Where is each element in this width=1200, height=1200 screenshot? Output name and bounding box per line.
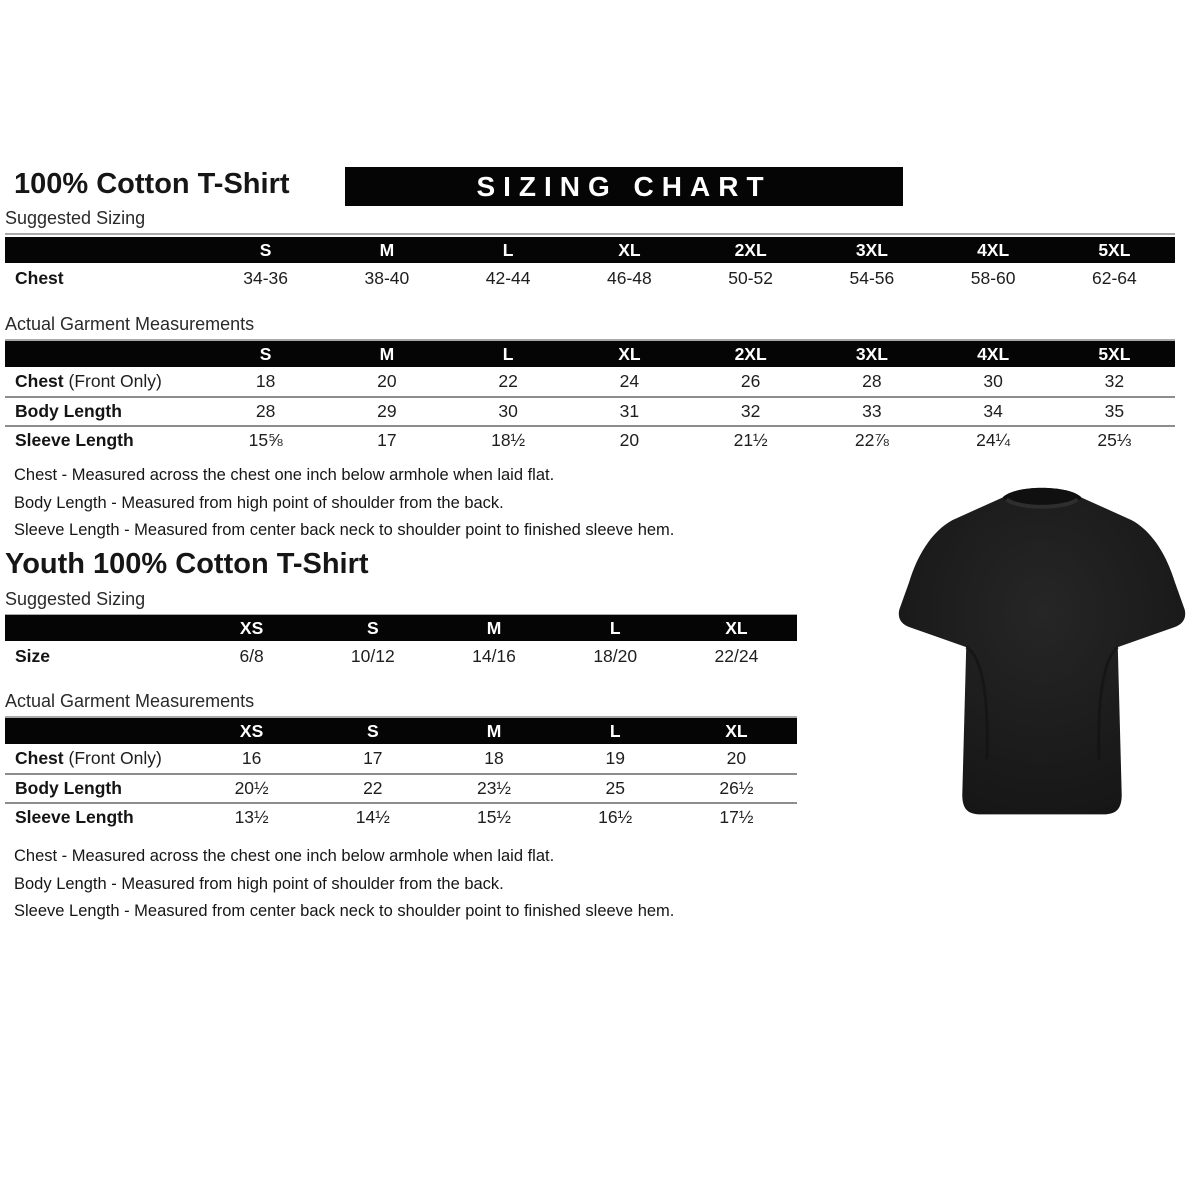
measurement-cell: 25: [605, 778, 625, 798]
measurement-cell: 21½: [733, 430, 768, 450]
measurement-cell: 42-44: [485, 268, 531, 288]
measurement-cell: 34: [983, 401, 1003, 421]
size-column-header: 3XL: [855, 343, 888, 364]
measurement-cell: 33: [862, 401, 882, 421]
size-column-header: S: [259, 343, 272, 364]
measurement-cell: 15⅝: [248, 430, 283, 450]
measurement-cell: 28: [255, 401, 276, 421]
tshirt-icon: [894, 464, 1190, 838]
row-label: [5, 371, 205, 392]
row-label: [5, 268, 205, 289]
measurement-cell: 26½: [719, 778, 754, 798]
row-label-bold: Chest: [15, 371, 64, 391]
size-column-header: M: [486, 720, 502, 741]
adult-measurement-notes: [14, 462, 674, 545]
measurement-cell: 50-52: [728, 268, 773, 288]
size-column-header: S: [366, 617, 379, 638]
size-column-header: XL: [618, 343, 641, 364]
size-column-header: M: [486, 617, 502, 638]
measurement-cell: 18/20: [593, 646, 638, 666]
size-column-header: 3XL: [855, 239, 888, 260]
measurement-cell: 54-56: [849, 268, 895, 288]
measurement-cell: 35: [1104, 401, 1125, 421]
note-sleeve-length: Sleeve Length - Measured from center back neck to shoulder point to finished sleeve hem.: [14, 521, 675, 539]
row-label-suffix: (Front Only): [63, 748, 162, 768]
row-label-bold: Chest: [15, 748, 64, 768]
measurement-cell: 16: [241, 748, 262, 768]
measurement-cell: 14½: [355, 807, 390, 827]
measurement-cell: 20: [619, 430, 640, 450]
size-column-header: L: [609, 720, 621, 741]
measurement-cell: 34-36: [243, 268, 288, 288]
measurement-cell: 24: [619, 371, 640, 391]
size-column-header: 4XL: [977, 343, 1010, 364]
row-label-bold: Body Length: [15, 778, 122, 798]
measurement-cell: 14/16: [472, 646, 516, 666]
row-label-bold: Sleeve Length: [15, 807, 134, 827]
row-label-bold: Chest: [15, 268, 64, 288]
size-column-header: XS: [239, 617, 264, 638]
table-header-row: [5, 615, 797, 641]
table-row: [5, 263, 1175, 294]
measurement-cell: 18: [255, 371, 276, 391]
adult-suggested-sizing-label: Suggested Sizing: [5, 208, 1175, 235]
table-header-row: [5, 237, 1175, 263]
measurement-cell: 18½: [491, 430, 526, 450]
measurement-cell: 15½: [476, 807, 512, 827]
size-column-header: XL: [618, 239, 641, 260]
size-column-header: XL: [725, 720, 748, 741]
row-label: [5, 807, 191, 828]
size-column-header: L: [609, 617, 621, 638]
row-label-suffix: (Front Only): [63, 371, 162, 391]
size-column-header: 5XL: [1098, 343, 1131, 364]
measurement-cell: 28: [862, 371, 882, 391]
youth-measurement-notes: [14, 843, 674, 926]
size-column-header: 2XL: [734, 343, 767, 364]
size-column-header: S: [259, 239, 272, 260]
size-column-header: XS: [239, 720, 264, 741]
table-row: [5, 367, 1175, 396]
adult-actual-measurements-table: [5, 341, 1175, 454]
measurement-cell: 32: [740, 401, 761, 421]
size-column-header: S: [366, 720, 379, 741]
row-label: [5, 401, 205, 422]
measurement-cell: 17: [377, 430, 397, 450]
measurement-cell: 16½: [598, 807, 633, 827]
measurement-cell: 17: [363, 748, 383, 768]
note-chest: Chest - Measured across the chest one inch below armhole when laid flat.: [14, 847, 555, 865]
table-row: [5, 641, 797, 672]
table-row: [5, 744, 797, 773]
size-column-header: XL: [725, 617, 748, 638]
youth-suggested-sizing-table: [5, 615, 797, 672]
measurement-cell: 18: [484, 748, 504, 768]
measurement-cell: 29: [377, 401, 397, 421]
measurement-cell: 22⅞: [854, 430, 889, 450]
size-column-header: M: [379, 239, 395, 260]
measurement-cell: 20: [377, 371, 397, 391]
note-body-length: Body Length - Measured from high point of shoulder from the back.: [14, 493, 504, 512]
youth-actual-measurements-label: Actual Garment Measurements: [5, 691, 797, 718]
measurement-cell: 20: [726, 748, 747, 768]
row-label: [5, 748, 191, 769]
measurement-cell: 30: [983, 371, 1003, 391]
table-header-row: [5, 341, 1175, 367]
table-row: [5, 425, 1175, 454]
measurement-cell: 26: [740, 371, 761, 391]
measurement-cell: 19: [605, 748, 625, 768]
measurement-cell: 24¼: [976, 430, 1011, 450]
row-label-bold: Sleeve Length: [15, 430, 134, 450]
note-body-length: Body Length - Measured from high point of shoulder from the back.: [14, 874, 504, 893]
size-column-header: M: [379, 343, 395, 364]
measurement-cell: 22: [363, 778, 383, 798]
size-column-header: 4XL: [977, 239, 1010, 260]
table-row: [5, 396, 1175, 425]
row-label: [5, 646, 191, 667]
measurement-cell: 32: [1104, 371, 1125, 391]
adult-title: 100% Cotton T-Shirt: [14, 168, 290, 200]
measurement-cell: 23½: [476, 778, 512, 798]
row-label-bold: Body Length: [15, 401, 122, 421]
measurement-cell: 22/24: [714, 646, 759, 666]
adult-actual-measurements-label: Actual Garment Measurements: [5, 314, 1175, 341]
adult-suggested-sizing-table: [5, 237, 1175, 294]
measurement-cell: 13½: [234, 807, 269, 827]
measurement-cell: 31: [619, 401, 640, 421]
row-label-bold: Size: [15, 646, 51, 666]
measurement-cell: 46-48: [606, 268, 652, 288]
youth-title: Youth 100% Cotton T-Shirt: [5, 548, 369, 580]
note-sleeve-length: Sleeve Length - Measured from center back neck to shoulder point to finished sleeve hem.: [14, 902, 675, 920]
measurement-cell: 17½: [719, 807, 754, 827]
measurement-cell: 6/8: [239, 646, 264, 666]
size-column-header: 5XL: [1098, 239, 1131, 260]
sizing-chart-banner: SIZING CHART: [345, 167, 903, 206]
measurement-cell: 22: [498, 371, 518, 391]
measurement-cell: 10/12: [350, 646, 395, 666]
table-row: [5, 773, 797, 802]
measurement-cell: 30: [498, 401, 518, 421]
black-tshirt-image: [894, 464, 1190, 838]
youth-suggested-sizing-label: Suggested Sizing: [5, 589, 797, 616]
size-column-header: 2XL: [734, 239, 767, 260]
measurement-cell: 38-40: [364, 268, 410, 288]
measurement-cell: 20½: [234, 778, 269, 798]
youth-actual-measurements-table: [5, 718, 797, 831]
row-label: [5, 430, 205, 451]
note-chest: Chest - Measured across the chest one inch below armhole when laid flat.: [14, 466, 555, 484]
size-column-header: L: [502, 343, 514, 364]
size-column-header: L: [502, 239, 514, 260]
table-row: [5, 802, 797, 831]
row-label: [5, 778, 191, 799]
measurement-cell: 58-60: [970, 268, 1016, 288]
measurement-cell: 25⅓: [1097, 430, 1132, 450]
measurement-cell: 62-64: [1091, 268, 1137, 288]
table-header-row: [5, 718, 797, 744]
